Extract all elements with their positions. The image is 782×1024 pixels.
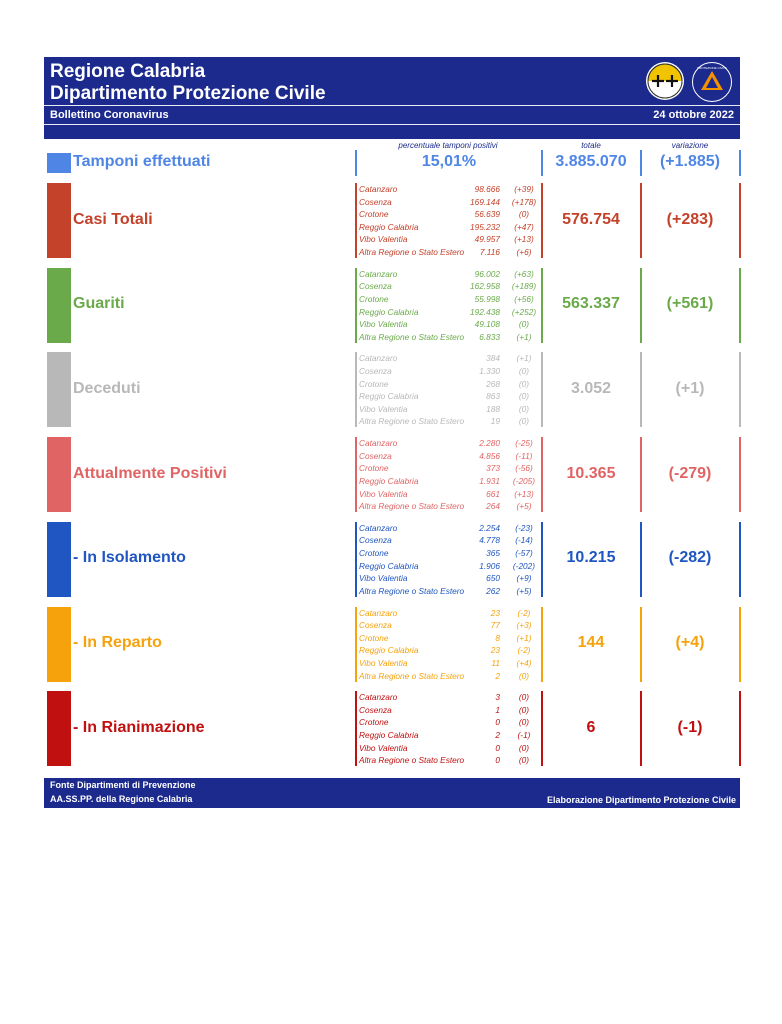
province-delta: (+252) [511, 306, 537, 317]
province-value: 11 [491, 657, 500, 668]
footer-elaboration: Elaborazione Dipartimento Protezione Civile [546, 795, 736, 805]
province-name: Vibo Valentia [359, 657, 408, 668]
province-value: 188 [486, 403, 500, 414]
province-name: Crotone [359, 548, 389, 558]
province-value: 77 [490, 620, 500, 631]
province-delta: (0) [518, 670, 530, 681]
province-name: Vibo Valentia [359, 403, 408, 414]
province-delta: (+63) [514, 268, 534, 279]
province-value: 0 [495, 742, 500, 753]
province-delta: (+47) [514, 221, 534, 232]
province-value: 661 [486, 488, 500, 499]
province-delta: (-56) [515, 463, 533, 474]
province-value: 192.438 [470, 306, 500, 317]
province-name: Reggio Calabria [359, 221, 419, 232]
section-label: - In Reparto [73, 634, 162, 651]
province-value: 384 [486, 353, 500, 364]
section-total: 10.215 [566, 549, 616, 567]
province-name: Vibo Valentia [359, 319, 408, 330]
section-color-bar [47, 607, 71, 682]
province-value: 49.957 [474, 234, 500, 245]
province-value: 169.144 [470, 196, 500, 207]
province-value: 7.116 [479, 247, 500, 257]
province-delta: (+178) [511, 196, 537, 207]
col-header-percent: percentuale tamponi positivi [398, 141, 498, 150]
section-color-bar [47, 691, 71, 766]
province-delta: (0) [518, 366, 530, 376]
province-name: Crotone [359, 717, 389, 728]
province-name: Crotone [359, 378, 389, 389]
section-label: - In Isolamento [73, 549, 186, 567]
province-delta: (+13) [514, 488, 534, 499]
province-name: Altra Regione o Stato Estero [359, 331, 465, 342]
province-value: 2 [495, 730, 500, 740]
svg-text:PROTEZIONE CIVILE: PROTEZIONE CIVILE [697, 66, 727, 70]
province-name: Cosenza [359, 450, 392, 461]
province-delta: (-2) [517, 607, 531, 618]
province-value: 1.330 [479, 366, 500, 376]
tamponi-variation: (+1.885) [659, 153, 721, 170]
section-total: 3.052 [570, 379, 612, 397]
province-value: 373 [486, 463, 500, 474]
province-value: 264 [486, 501, 500, 512]
province-delta: (+3) [516, 620, 532, 631]
province-delta: (0) [518, 692, 530, 703]
province-value: 23 [490, 607, 500, 618]
province-delta: (-11) [515, 450, 533, 461]
section-total: 563.337 [562, 295, 620, 313]
province-value: 162.958 [470, 281, 500, 292]
province-name: Vibo Valentia [359, 488, 408, 499]
province-name: Altra Regione o Stato Estero [359, 585, 465, 596]
province-name: Catanzaro [359, 692, 398, 703]
province-delta: (0) [518, 319, 530, 330]
section-variation: (-1) [677, 718, 703, 736]
section-color-bar [47, 522, 71, 597]
province-delta: (-14) [515, 535, 533, 546]
province-name: Catanzaro [359, 607, 398, 618]
province-name: Altra Regione o Stato Estero [359, 670, 465, 681]
province-delta: (+1) [516, 331, 532, 342]
province-value: 2.280 [479, 438, 500, 449]
section-variation: (-279) [668, 464, 712, 482]
province-name: Reggio Calabria [359, 391, 419, 402]
tamponi-color-square [47, 153, 71, 173]
province-value: 268 [486, 378, 500, 389]
province-delta: (-2) [517, 645, 531, 656]
col-header-total: totale [581, 141, 601, 150]
province-delta: (0) [518, 378, 530, 389]
province-delta: (+4) [516, 657, 532, 668]
province-name: Reggio Calabria [359, 306, 419, 317]
province-name: Catanzaro [359, 522, 398, 533]
province-value: 2 [495, 670, 500, 681]
province-value: 8 [495, 632, 500, 643]
province-name: Crotone [359, 209, 389, 220]
section-color-bar [47, 268, 71, 343]
province-value: 55.998 [474, 293, 500, 304]
province-value: 650 [486, 573, 500, 584]
calabria-crest-icon [646, 62, 684, 100]
province-name: Catanzaro [359, 353, 398, 364]
section-label: Attualmente Positivi [73, 464, 227, 482]
tamponi-label: Tamponi effettuati [73, 153, 211, 170]
footer-banner [44, 778, 740, 808]
province-name: Crotone [359, 293, 389, 304]
province-delta: (0) [518, 755, 530, 766]
province-value: 4.856 [479, 450, 500, 461]
province-delta: (+1) [516, 632, 532, 643]
province-name: Reggio Calabria [359, 560, 419, 571]
province-delta: (-1) [517, 730, 531, 740]
section-variation: (-282) [668, 549, 712, 567]
province-delta: (-23) [515, 522, 533, 533]
province-value: 262 [486, 585, 500, 596]
footer-source-line1: Fonte Dipartimenti di Prevenzione [50, 780, 196, 790]
province-value: 365 [486, 548, 500, 558]
province-value: 863 [486, 391, 500, 402]
province-value: 23 [490, 645, 500, 656]
province-delta: (-205) [512, 475, 536, 486]
province-delta: (+39) [514, 184, 534, 194]
province-delta: (+1) [516, 353, 532, 364]
province-name: Catanzaro [359, 268, 398, 279]
section-label: Casi Totali [73, 210, 153, 228]
province-delta: (-57) [515, 548, 533, 558]
province-name: Catanzaro [359, 438, 398, 449]
province-name: Cosenza [359, 281, 392, 292]
province-value: 195.232 [470, 221, 500, 232]
province-value: 1.906 [479, 560, 500, 571]
province-delta: (+6) [516, 247, 532, 257]
province-delta: (+5) [516, 501, 532, 512]
section-total: 144 [577, 634, 605, 651]
province-value: 3 [495, 692, 500, 703]
section-label: - In Rianimazione [73, 718, 205, 736]
province-delta: (0) [518, 742, 530, 753]
province-delta: (0) [518, 416, 530, 427]
province-name: Vibo Valentia [359, 234, 408, 245]
province-name: Crotone [359, 632, 389, 643]
province-name: Crotone [359, 463, 389, 474]
province-delta: (0) [518, 403, 530, 414]
province-delta: (0) [518, 704, 530, 715]
header-banner [44, 57, 740, 139]
province-name: Reggio Calabria [359, 475, 419, 486]
province-name: Vibo Valentia [359, 573, 408, 584]
province-name: Altra Regione o Stato Estero [359, 416, 465, 427]
section-color-bar [47, 437, 71, 512]
province-value: 0 [495, 755, 500, 766]
section-label: Guariti [73, 295, 125, 313]
title-department: Dipartimento Protezione Civile [50, 83, 326, 104]
bulletin-date: 24 ottobre 2022 [653, 109, 734, 121]
section-total: 6 [586, 718, 596, 736]
province-delta: (+56) [514, 293, 534, 304]
province-value: 1 [495, 704, 500, 715]
col-header-variation: variazione [671, 141, 709, 150]
province-value: 49.108 [474, 319, 500, 330]
section-variation: (+561) [666, 295, 714, 313]
province-name: Altra Regione o Stato Estero [359, 755, 465, 766]
province-name: Cosenza [359, 196, 392, 207]
province-value: 4.778 [479, 535, 500, 546]
tamponi-total: 3.885.070 [555, 153, 627, 170]
province-name: Catanzaro [359, 184, 398, 194]
province-delta: (0) [518, 717, 530, 728]
province-name: Cosenza [359, 366, 392, 376]
title-region: Regione Calabria [50, 61, 206, 82]
province-value: 6.833 [479, 331, 500, 342]
section-label: Deceduti [73, 379, 141, 397]
province-value: 96.002 [474, 268, 500, 279]
section-color-bar [47, 352, 71, 427]
province-name: Cosenza [359, 620, 392, 631]
footer-source-line2: AA.SS.PP. della Regione Calabria [50, 794, 193, 804]
province-name: Vibo Valentia [359, 742, 408, 753]
province-name: Reggio Calabria [359, 645, 419, 656]
province-delta: (+5) [516, 585, 532, 596]
province-name: Altra Regione o Stato Estero [359, 501, 465, 512]
section-total: 10.365 [566, 464, 616, 482]
province-delta: (+13) [514, 234, 534, 245]
protezione-civile-logo-icon [692, 62, 732, 102]
province-delta: (0) [518, 209, 530, 220]
bulletin-label: Bollettino Coronavirus [50, 109, 169, 121]
province-value: 1.931 [479, 475, 500, 486]
province-name: Cosenza [359, 704, 392, 715]
province-delta: (0) [518, 391, 530, 402]
province-name: Cosenza [359, 535, 392, 546]
province-delta: (-25) [515, 438, 533, 449]
province-name: Altra Regione o Stato Estero [359, 247, 465, 257]
province-name: Reggio Calabria [359, 730, 419, 740]
province-value: 19 [490, 416, 500, 427]
section-variation: (+4) [675, 634, 705, 651]
province-value: 0 [495, 717, 500, 728]
section-variation: (+1) [675, 379, 705, 397]
province-delta: (-202) [512, 560, 536, 571]
tamponi-percent: 15,01% [421, 153, 477, 170]
province-delta: (+9) [516, 573, 532, 584]
province-delta: (+189) [511, 281, 537, 292]
section-color-bar [47, 183, 71, 258]
section-variation: (+283) [666, 210, 714, 228]
province-value: 2.254 [479, 522, 500, 533]
section-total: 576.754 [562, 210, 620, 228]
province-value: 98.666 [474, 184, 500, 194]
province-value: 56.639 [474, 209, 500, 220]
